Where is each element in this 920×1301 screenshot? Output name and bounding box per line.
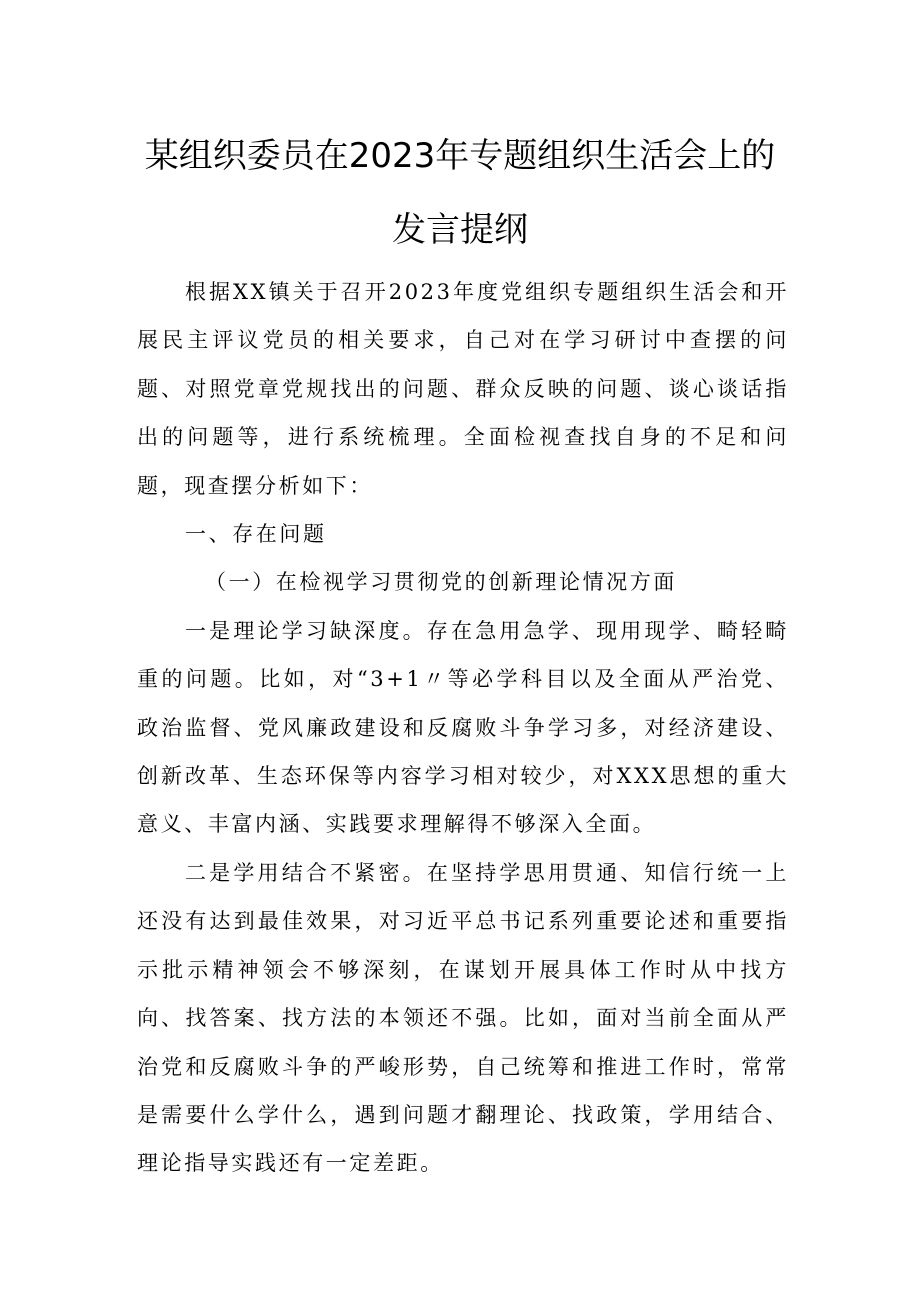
body-paragraph-1: 一是理论学习缺深度。存在急用急学、现用现学、畸轻畸重的问题。比如，对“3+1〃等必学科目以及全面从严治党、政治监督、党风廉政建设和反腐败斗争学习多，对经济建设、创新改革、生态环保等内容学习相对较少，对XXX思想的重大意义、丰富内涵、实践要求理解得不够深入全面。 bbox=[137, 618, 789, 837]
document-body bbox=[137, 268, 789, 1188]
subsection-heading-1: （一）在检视学习贯彻党的创新理论情况方面 bbox=[205, 570, 677, 595]
document-title-line-2: 发言提纲 bbox=[392, 210, 528, 250]
section-heading-1: 一、存在问题 bbox=[185, 522, 327, 547]
document-title-line-1: 某组织委员在2023年专题组织生活会上的 bbox=[144, 136, 776, 176]
intro-paragraph: 根据XX镇关于召开2023年度党组织专题组织生活会和开展民主评议党员的相关要求，自己对在学习研讨中查摆的问题、对照党章党规找出的问题、群众反映的问题、谈心谈话指出的问题等，进行系统梳理。全面检视查找自身的不足和问题，现查摆分析如下： bbox=[137, 280, 789, 498]
body-paragraph-2: 二是学用结合不紧密。在坚持学思用贯通、知信行统一上还没有达到最佳效果，对习近平总书记系列重要论述和重要指示批示精神领会不够深刻，在谋划开展具体工作时从中找方向、找答案、找方法的本领还不强。比如，面对当前全面从严治党和反腐败斗争的严峻形势，自己统筹和推进工作时，常常是需要什么学什么，遇到问题才翻理论、找政策，学用结合、理论指导实践还有一定差距。 bbox=[137, 860, 789, 1176]
